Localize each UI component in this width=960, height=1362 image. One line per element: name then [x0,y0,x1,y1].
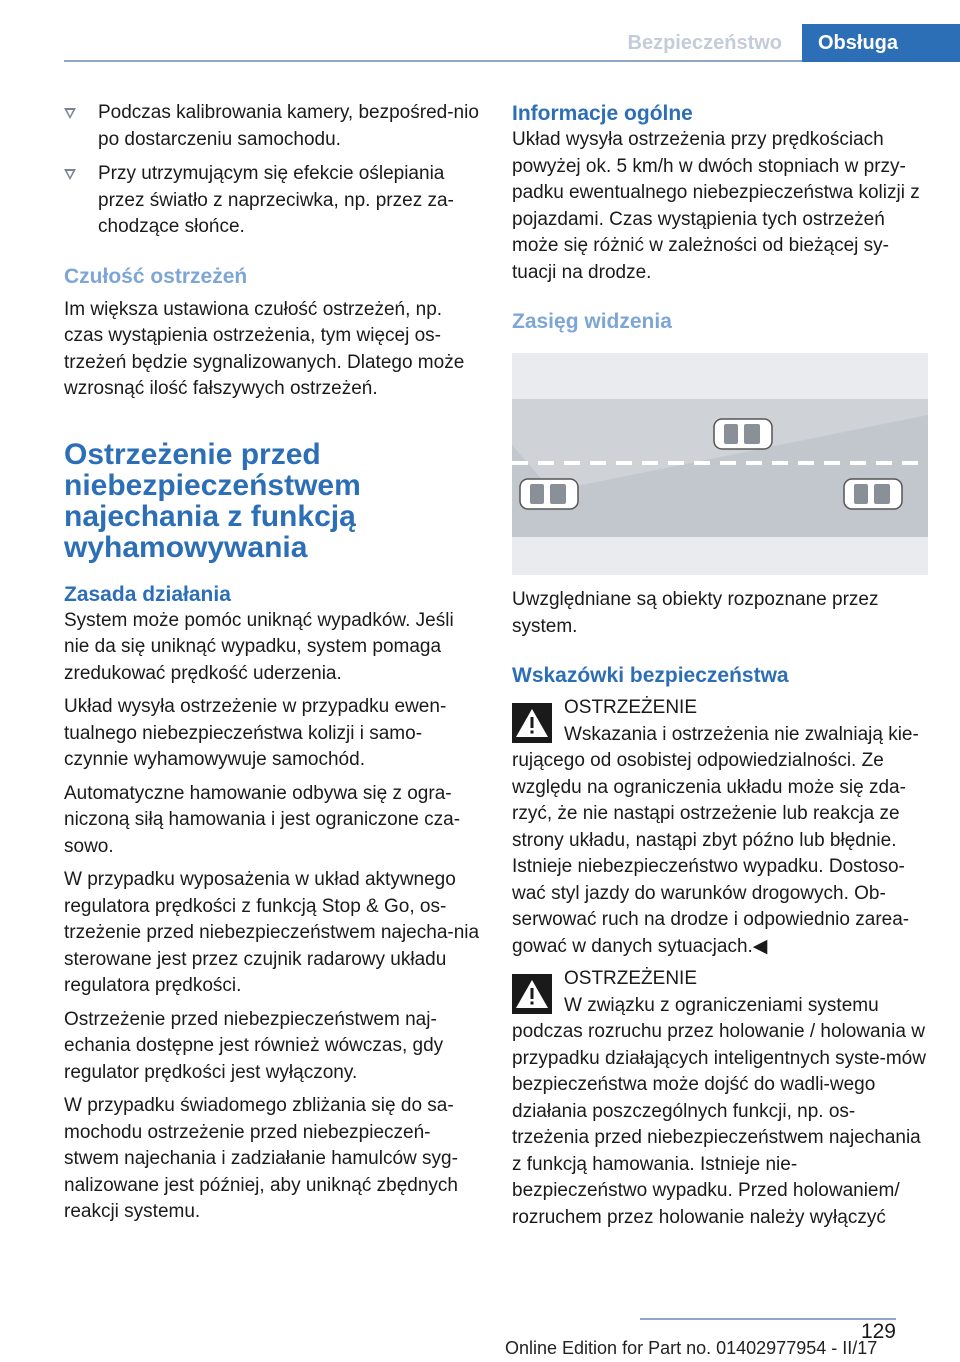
main-heading: Ostrzeżenie przed niebezpieczeństwem najechania z funkcją wyhamowywania [64,437,361,564]
body-paragraph: W przypadku świadomego zbliżania się do sa‐mochodu ostrzeżenie przed niebezpieczeń‐stwem najechania i zadziałanie hamulców syg‐nalizowane jest później, aby uniknąć zbędnych reakcji systemu. [64,1095,458,1222]
left-column [64,100,480,1226]
warning-text: rującego od osobistej odpowiedzialności. Ze względu na ograniczenia układu może się zda‐rzyć, że nie nastąpi ostrzeżenie lub reakcja ze strony układu, nastąpi zbyt późno lub błędnie. Istnieje niebezpieczeństwo wypadku. Dostoso‐wać styl jazdy do warunków drogowych. Ob‐serwować ruch na drodze i odpowiednio zarea‐gować w danych sytuacjach.◀ [512,750,910,957]
section-tab: Bezpieczeństwo [627,32,782,54]
warning-triangle-icon [512,703,552,743]
list-item: Przy utrzymującym się efekcie oślepiania przez światło z naprzeciwka, np. przez za‐chodzące słońce. [64,161,480,241]
body-paragraph: Automatyczne hamowanie odbywa się z ogra‐niczoną siłą hamowania i jest ograniczone cza‐sowo. [64,782,461,857]
principle-heading: Zasada działania [64,582,231,606]
page-header [64,0,960,62]
body-paragraph: W przypadku wyposażenia w układ aktywnego regulatora prędkości z funkcją Stop & Go, os‐trzeżenie przed niebezpieczeństwem najecha‐nia sterowane jest przez czujnik radarowy układu regulatora prędkości. [64,869,480,996]
warning-text: podczas rozruchu przez holowanie / holowania w przypadku działających inteligentnych syste‐mów bezpieczeństwa może dojść do wadli‐wego działania poszczególnych funkcji, np. os‐trzeżenia przed niebezpieczeństwem najechania z funkcją hamowania. Istnieje nie‐bezpieczeństwo wypadku. Przed holowaniem/ rozruchem przez holowanie należy wyłączyć [512,1021,926,1228]
car-icon [844,479,902,509]
figure-caption: Uwzględniane są obiekty rozpoznane przez system. [512,589,879,637]
detection-range-illustration [512,353,928,575]
warning-block [512,966,928,1231]
road-diagram [512,353,928,575]
range-heading: Zasięg widzenia [512,310,672,333]
warning-triangle-icon [512,974,552,1014]
warning-title: OSTRZEŻENIE [564,697,698,718]
condition-list [64,100,480,241]
car-icon [714,419,772,449]
edition-text: Online Edition for Part no. 01402977954 - II/17 [505,1338,878,1358]
list-item: Podczas kalibrowania kamery, bezpośred‐nio po dostarczeniu samochodu. [64,100,480,153]
warning-title: OSTRZEŻENIE [564,968,698,989]
sensitivity-heading: Czułość ostrzeżeń [64,264,248,288]
body-paragraph: Układ wysyła ostrzeżenie w przypadku ewen‐tualnego niebezpieczeństwa kolizji i samo‐czynnie wyhamowywuje samochód. [64,696,447,770]
warning-text-first: W związku z ograniczeniami systemu [564,994,879,1016]
bullet-triangle-icon [64,108,76,119]
safety-heading: Wskazówki bezpieczeństwa [512,664,789,687]
chapter-tab: Obsługa [802,24,960,62]
footer-divider [640,1318,896,1320]
bullet-triangle-icon [64,169,76,180]
page-number: 129 [860,1320,896,1343]
general-heading: Informacje ogólne [512,102,693,125]
general-text: Układ wysyła ostrzeżenia przy prędkościach powyżej ok. 5 km/h w dwóch stopniach w przy‐padku ewentualnego niebezpieczeństwa kolizji z pojazdami. Czas wystąpienia tych ostrzeżeń może się różnić w zależności od bieżącej sy‐tuacji na drodze. [512,129,920,283]
body-paragraph: System może pomóc uniknąć wypadków. Jeśli nie da się uniknąć wypadku, system pomaga zredukować prędkość uderzenia. [64,609,454,684]
body-paragraph: Ostrzeżenie przed niebezpieczeństwem naj‐echania dostępne jest również wówczas, gdy regulator prędkości jest wyłączony. [64,1008,444,1083]
warning-text-first: Wskazania i ostrzeżenia nie zwalniają kie‐ [564,723,919,745]
sensitivity-text: Im większa ustawiona czułość ostrzeżeń, np. czas wystąpienia ostrzeżenia, tym więcej os‐trzeżeń będzie sygnalizowanych. Dlatego może wzrosnąć ilość fałszywych ostrzeżeń. [64,298,465,399]
warning-block [512,695,928,960]
car-icon [520,479,578,509]
right-column [512,100,928,1231]
